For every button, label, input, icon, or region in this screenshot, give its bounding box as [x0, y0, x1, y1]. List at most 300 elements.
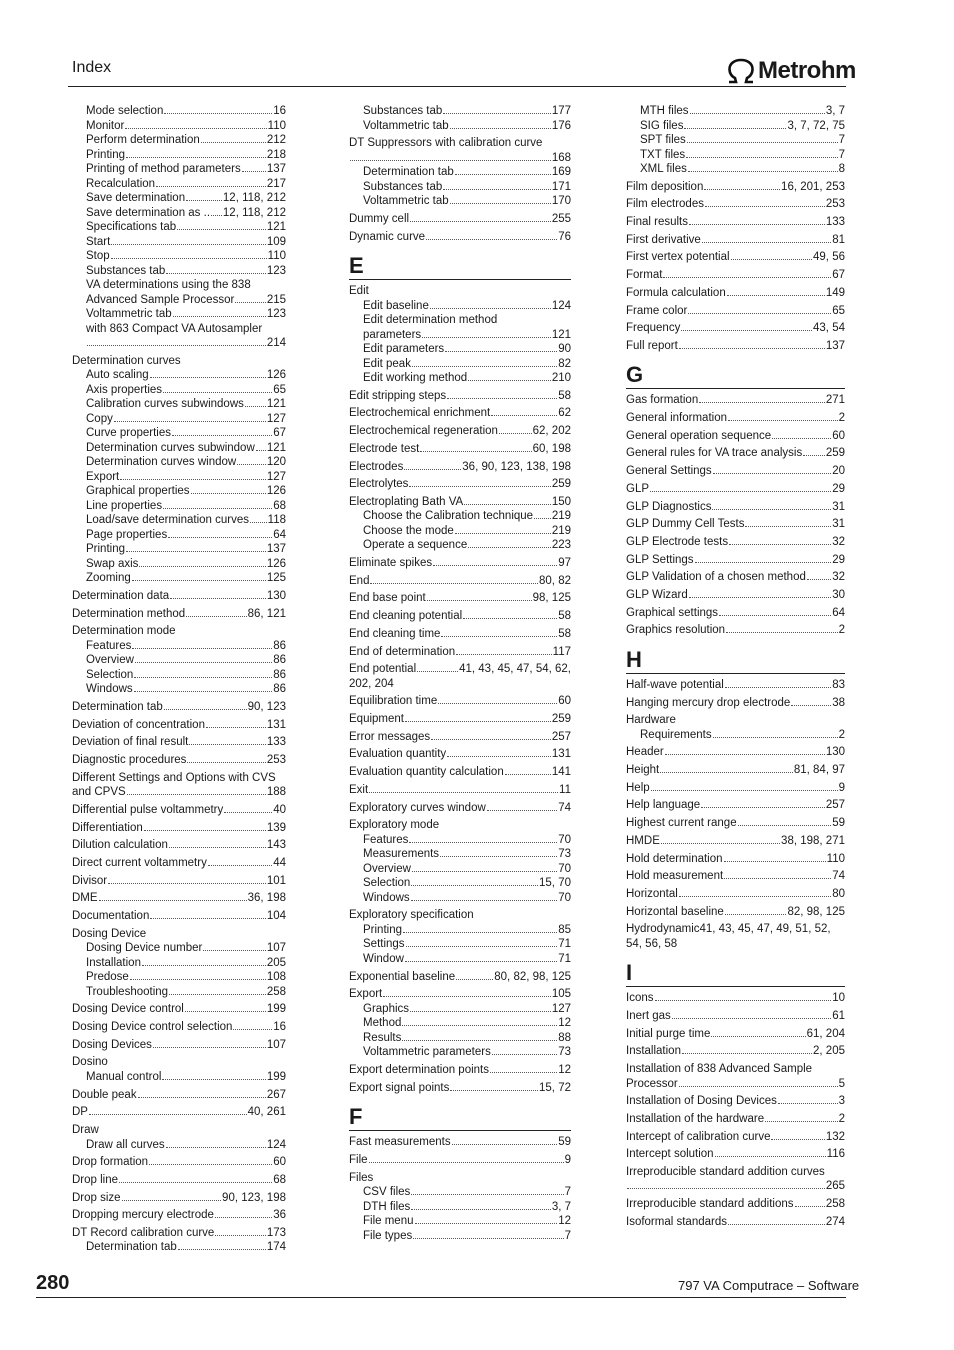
entry-pages: 70	[558, 891, 571, 904]
index-entry	[626, 696, 845, 711]
entry-pages: 10	[832, 992, 845, 1005]
dot-leader	[771, 1139, 824, 1140]
entry-text: Determination method	[72, 607, 186, 620]
dot-leader	[186, 616, 246, 617]
index-subentry	[72, 249, 286, 264]
entry-pages: 271	[825, 394, 845, 407]
index-subentry	[72, 426, 286, 441]
index-entry	[626, 411, 845, 426]
index-entry	[626, 623, 845, 638]
index-entry	[349, 574, 571, 589]
index-entry	[626, 482, 845, 497]
index-subentry	[72, 368, 286, 383]
index-entry	[72, 909, 286, 924]
entry-pages: 43, 54	[813, 322, 845, 335]
entry-pages: 16	[273, 105, 286, 117]
index-subentry	[72, 119, 286, 134]
entry-pages: 80, 82, 98, 125	[494, 970, 571, 983]
index-subentry	[349, 509, 571, 524]
dot-leader	[132, 648, 272, 649]
entry-pages: 61, 204	[806, 1027, 845, 1040]
entry-pages: 58	[558, 389, 571, 402]
entry-text: Format	[626, 269, 663, 282]
entry-text: Direct current voltammetry	[72, 856, 207, 869]
entry-pages: 68	[273, 1173, 286, 1186]
index-entry	[626, 233, 845, 248]
index-entry	[72, 856, 286, 871]
dot-leader	[369, 1162, 564, 1163]
entry-text: Dosing Device number	[86, 942, 203, 955]
dot-leader	[410, 1011, 551, 1012]
entry-text: Film deposition	[626, 180, 704, 193]
entry-pages: 139	[266, 821, 286, 834]
dot-leader	[164, 709, 247, 710]
index-column-1	[72, 104, 286, 1255]
index-entry	[72, 589, 286, 604]
entry-text: Eliminate spikes	[349, 557, 433, 570]
entry-text: Half-wave potential	[626, 678, 724, 691]
entry-text: Page properties	[86, 528, 168, 541]
entry-pages: 71	[558, 938, 571, 951]
dot-leader	[402, 1025, 557, 1026]
index-letter-heading: E	[349, 254, 571, 280]
dot-leader	[731, 259, 812, 260]
index-subentry	[349, 1185, 571, 1200]
index-entry	[349, 1081, 571, 1096]
entry-pages: 86	[273, 639, 286, 652]
dot-leader	[383, 996, 551, 997]
entry-text: MTH files	[640, 105, 689, 117]
dot-leader	[650, 491, 831, 492]
entry-text: Printing	[86, 148, 125, 161]
dot-leader	[682, 1053, 812, 1054]
entry-pages: 255	[551, 212, 571, 225]
entry-pages: 126	[266, 369, 286, 382]
index-subentry	[72, 470, 286, 485]
index-subentry	[72, 941, 286, 956]
entry-pages: 81	[832, 233, 845, 246]
entry-text: Intercept of calibration curve	[626, 1130, 771, 1143]
dot-leader	[695, 562, 832, 563]
dot-leader	[134, 677, 272, 678]
entry-text: Perform determination	[86, 134, 200, 146]
entry-pages: 133	[825, 216, 845, 229]
dot-leader	[153, 1047, 266, 1048]
entry-pages: 110	[267, 119, 286, 132]
dot-leader	[807, 579, 831, 580]
entry-pages: 54, 56, 58	[626, 937, 678, 950]
index-entry	[349, 627, 571, 642]
dot-leader	[411, 1194, 563, 1195]
entry-text: Installation of 838 Advanced Sample	[626, 1063, 813, 1075]
dot-leader	[684, 128, 786, 129]
dot-leader	[452, 1144, 558, 1145]
dot-leader	[699, 402, 825, 403]
entry-pages: 85	[558, 923, 571, 936]
entry-pages: 132	[825, 1130, 845, 1143]
entry-text: Specifications tab	[86, 221, 177, 233]
index-subentry	[349, 538, 571, 553]
dot-leader	[166, 273, 266, 274]
entry-pages: 70	[558, 862, 571, 875]
entry-pages: 86, 121	[247, 607, 286, 620]
index-entry	[626, 250, 845, 265]
entry-text: Hydrodynamic41, 43, 45, 47, 49, 51, 52,	[626, 923, 831, 936]
entry-text: End cleaning potential	[349, 610, 463, 623]
entry-pages: 150	[551, 495, 571, 508]
entry-pages: 137	[266, 543, 286, 556]
entry-pages: 60	[832, 429, 845, 442]
dot-leader	[772, 438, 831, 439]
index-subentry	[349, 952, 571, 967]
entry-text: Edit parameters	[363, 343, 445, 356]
entry-text: First derivative	[626, 233, 701, 246]
entry-text: Electroplating Bath VA	[349, 495, 464, 508]
entry-text: Determination curves subwindow	[86, 441, 255, 454]
dot-leader	[138, 1097, 266, 1098]
index-entry	[349, 1153, 571, 1168]
index-entry	[349, 694, 571, 709]
entry-text: Dosing Device control	[72, 1003, 184, 1016]
entry-pages: 82	[558, 357, 571, 370]
dot-leader	[704, 189, 780, 190]
entry-pages-continued: 202, 204	[349, 677, 394, 690]
index-entry	[349, 747, 571, 762]
entry-text: Deviation of final result	[72, 736, 189, 749]
entry-text: Different Settings and Options with CVS	[72, 771, 276, 784]
entry-pages: 2, 205	[813, 1045, 845, 1058]
dot-leader	[250, 522, 267, 523]
index-subentry	[349, 524, 571, 539]
dot-leader	[447, 756, 551, 757]
index-entry	[72, 607, 286, 622]
index-entry	[626, 1215, 845, 1230]
entry-text: Windows	[86, 683, 133, 696]
index-heading: Edit	[349, 285, 369, 298]
entry-text: Differentiation	[72, 821, 143, 834]
entry-text: Choose the Calibration technique	[363, 510, 534, 523]
entry-pages: 126	[266, 485, 286, 498]
dot-leader	[168, 537, 272, 538]
index-subentry	[72, 557, 286, 572]
entry-text: Exit	[349, 783, 369, 796]
index-entry	[349, 591, 571, 606]
index-entry	[72, 874, 286, 889]
dot-leader	[726, 632, 838, 633]
index-entry	[626, 852, 845, 867]
dot-leader	[208, 865, 272, 866]
index-entry	[626, 869, 845, 884]
entry-pages: 32	[832, 535, 845, 548]
dot-leader	[162, 1079, 265, 1080]
entry-text: Dilution calculation	[72, 839, 168, 852]
entry-pages: 15, 70	[539, 877, 571, 890]
entry-text: Features	[363, 833, 409, 846]
entry-pages: 2	[838, 412, 845, 425]
entry-pages: 3, 7, 72, 75	[787, 119, 845, 132]
index-entry	[72, 821, 286, 836]
entry-pages: 188	[266, 786, 286, 799]
index-subentry	[72, 162, 286, 177]
entry-pages: 80, 82	[539, 574, 571, 587]
dot-leader	[413, 1238, 563, 1239]
dot-leader	[450, 128, 551, 129]
dot-leader	[663, 277, 831, 278]
entry-text: Frame color	[626, 304, 688, 317]
entry-pages: 90	[558, 343, 571, 356]
index-subentry	[349, 937, 571, 952]
entry-pages: 31	[832, 500, 845, 513]
index-subentry	[72, 104, 286, 119]
entry-pages: 11	[559, 783, 571, 796]
dot-leader	[803, 455, 825, 456]
entry-pages: 58	[558, 610, 571, 623]
dot-leader	[178, 1249, 266, 1250]
entry-text: File types	[363, 1229, 413, 1242]
entry-pages: 67	[832, 269, 845, 282]
entry-text: Method	[363, 1017, 402, 1030]
entry-text: End cleaning time	[349, 627, 441, 640]
index-entry	[626, 781, 845, 796]
index-subentry	[349, 847, 571, 862]
entry-text: Initial purge time	[626, 1027, 711, 1040]
entry-pages: 36, 90, 123, 138, 198	[462, 460, 571, 473]
entry-pages: 127	[266, 470, 286, 483]
dot-leader	[655, 1000, 832, 1001]
dot-leader	[245, 406, 266, 407]
index-entry	[349, 460, 571, 475]
entry-pages: 12, 118, 212	[222, 192, 286, 204]
entry-text: Frequency	[626, 322, 681, 335]
entry-text: Save determination	[86, 192, 186, 204]
entry-pages: 265	[825, 1180, 845, 1193]
entry-text: Installation of Dosing Devices	[626, 1095, 777, 1108]
index-subentry	[349, 165, 571, 180]
index-entry	[349, 495, 571, 510]
index-entry	[72, 771, 286, 800]
index-subentry	[72, 220, 286, 235]
index-subentry	[72, 397, 286, 412]
index-entry	[349, 556, 571, 571]
index-subentry	[349, 862, 571, 877]
dot-leader	[468, 547, 551, 548]
entry-pages: 40	[273, 803, 286, 816]
entry-text: Hold measurement	[626, 870, 724, 883]
entry-pages: 121	[266, 398, 286, 411]
entry-text: GLP Electrode tests	[626, 535, 729, 548]
entry-pages: 259	[551, 713, 571, 726]
entry-text: Choose the mode	[363, 524, 454, 537]
dot-leader	[438, 703, 557, 704]
dot-leader	[125, 128, 266, 129]
entry-pages: 123	[266, 308, 286, 320]
dot-leader	[405, 961, 557, 962]
dot-leader	[745, 526, 831, 527]
dot-leader	[139, 566, 265, 567]
entry-pages: 20	[832, 465, 845, 478]
dot-leader	[135, 662, 272, 663]
entry-line	[363, 328, 571, 343]
index-subentry	[349, 1214, 571, 1229]
entry-text: Evaluation quantity	[349, 748, 447, 761]
entry-text: Divisor	[72, 874, 108, 887]
index-entry	[626, 745, 845, 760]
index-subentry	[72, 985, 286, 1000]
index-entry	[626, 887, 845, 902]
index-subentry	[72, 441, 286, 456]
index-entry	[349, 783, 571, 798]
dot-leader	[132, 580, 266, 581]
dot-leader	[431, 739, 551, 740]
index-subentry	[72, 1240, 286, 1255]
index-subentry	[72, 206, 286, 221]
running-header-title: Index	[72, 59, 112, 76]
index-entry	[72, 1191, 286, 1206]
entry-pages: 259	[825, 447, 845, 460]
dot-leader	[406, 946, 558, 947]
entry-text: Equipment	[349, 713, 404, 726]
entry-text: Irreproducible standard additions	[626, 1198, 794, 1211]
index-entry	[72, 735, 286, 750]
index-entry	[626, 429, 845, 444]
index-entry	[72, 1020, 286, 1035]
entry-pages: 223	[551, 539, 571, 552]
entry-line	[626, 1077, 845, 1092]
dot-leader	[409, 842, 557, 843]
dot-leader	[660, 772, 793, 773]
index-subentry	[349, 1229, 571, 1244]
entry-text: Final results	[626, 216, 688, 229]
dot-leader	[256, 450, 266, 451]
entry-pages: 86	[273, 654, 286, 667]
entry-text: Save determination as ..	[86, 206, 211, 219]
entry-text: Overview	[86, 654, 134, 667]
dot-leader	[170, 598, 266, 599]
dot-leader	[765, 1121, 838, 1122]
index-entry	[626, 1112, 845, 1127]
entry-text: Differential pulse voltammetry	[72, 803, 224, 816]
dot-leader	[422, 337, 551, 338]
entry-text: Axis properties	[86, 383, 163, 396]
index-entry	[626, 446, 845, 461]
index-subentry	[72, 235, 286, 250]
entry-text: Header	[626, 746, 664, 759]
index-subentry	[349, 833, 571, 848]
dot-leader	[237, 464, 266, 465]
entry-text: Installation	[86, 956, 141, 969]
dot-leader	[215, 1217, 272, 1218]
entry-text: Inert gas	[626, 1009, 671, 1022]
entry-text: Documentation	[72, 910, 150, 922]
omega-icon	[726, 58, 756, 84]
dot-leader	[455, 174, 551, 175]
index-subentry	[72, 513, 286, 528]
dot-leader	[99, 900, 247, 901]
entry-text: Selection	[363, 877, 411, 890]
index-entry	[72, 322, 286, 351]
entry-text: DME	[72, 892, 98, 905]
footer-rule	[68, 1297, 846, 1298]
entry-pages: 29	[832, 482, 845, 495]
index-subentry	[349, 194, 571, 209]
entry-text: Determination tab	[363, 166, 454, 179]
dot-leader	[441, 636, 557, 637]
dot-leader	[410, 221, 551, 222]
entry-text: Double peak	[72, 1088, 137, 1101]
entry-text: Voltammetric tab	[363, 119, 449, 132]
index-entry	[626, 321, 845, 336]
entry-text: Exploratory curves window	[349, 801, 486, 814]
index-subentry	[349, 1200, 571, 1215]
index-heading: Exploratory mode	[349, 819, 440, 832]
index-entry	[626, 1197, 845, 1212]
dot-leader	[456, 979, 493, 980]
entry-text: Manual control	[86, 1070, 162, 1083]
index-subentry	[72, 191, 286, 206]
dot-leader	[492, 1054, 557, 1055]
index-entry	[626, 1044, 845, 1059]
dot-leader	[122, 1200, 221, 1201]
index-subentry	[72, 571, 286, 586]
index-entry	[626, 905, 845, 920]
index-column-3	[626, 104, 845, 1229]
entry-text: CSV files	[363, 1186, 411, 1198]
entry-pages: 8	[838, 163, 845, 175]
entry-text: Edit peak	[363, 357, 411, 370]
entry-text: Window	[363, 952, 404, 965]
entry-text: Export signal points	[349, 1081, 450, 1094]
dot-leader	[487, 810, 557, 811]
index-entry	[626, 922, 845, 951]
index-entry	[626, 215, 845, 230]
entry-text: Draw all curves	[86, 1138, 165, 1151]
entry-text: VA determinations using the 838	[86, 279, 251, 291]
dot-leader	[164, 113, 272, 114]
entry-pages: 36, 198	[247, 892, 286, 905]
entry-pages: 97	[558, 557, 571, 570]
index-entry	[626, 304, 845, 319]
index-heading: Hardware	[626, 714, 676, 727]
entry-pages: 170	[551, 195, 571, 208]
index-heading: Dosino	[72, 1056, 108, 1069]
entry-pages: 60	[273, 1156, 286, 1169]
entry-pages: 62, 202	[532, 425, 571, 438]
index-subentry	[72, 542, 286, 557]
index-entry	[349, 424, 571, 439]
entry-pages: 44	[273, 856, 286, 869]
entry-pages: 49, 56	[813, 251, 845, 264]
entry-text: Height	[626, 764, 660, 777]
entry-pages: 219	[551, 524, 571, 537]
index-entry	[72, 891, 286, 906]
dot-leader	[156, 186, 266, 187]
entry-pages: 253	[825, 198, 845, 211]
dot-leader	[417, 671, 458, 672]
entry-pages: 40, 261	[247, 1106, 286, 1119]
entry-pages: 61	[832, 1009, 845, 1022]
entry-text: GLP	[626, 482, 650, 495]
entry-pages: 130	[825, 746, 845, 759]
index-entry	[626, 517, 845, 532]
entry-pages: 82, 98, 125	[787, 905, 845, 918]
entry-pages: 88	[558, 1031, 571, 1044]
entry-pages: 177	[551, 105, 571, 117]
entry-text: Printing	[363, 923, 402, 936]
dot-leader	[87, 345, 266, 346]
index-entry	[349, 662, 571, 691]
dot-leader	[702, 242, 831, 243]
entry-text: File	[349, 1153, 368, 1166]
